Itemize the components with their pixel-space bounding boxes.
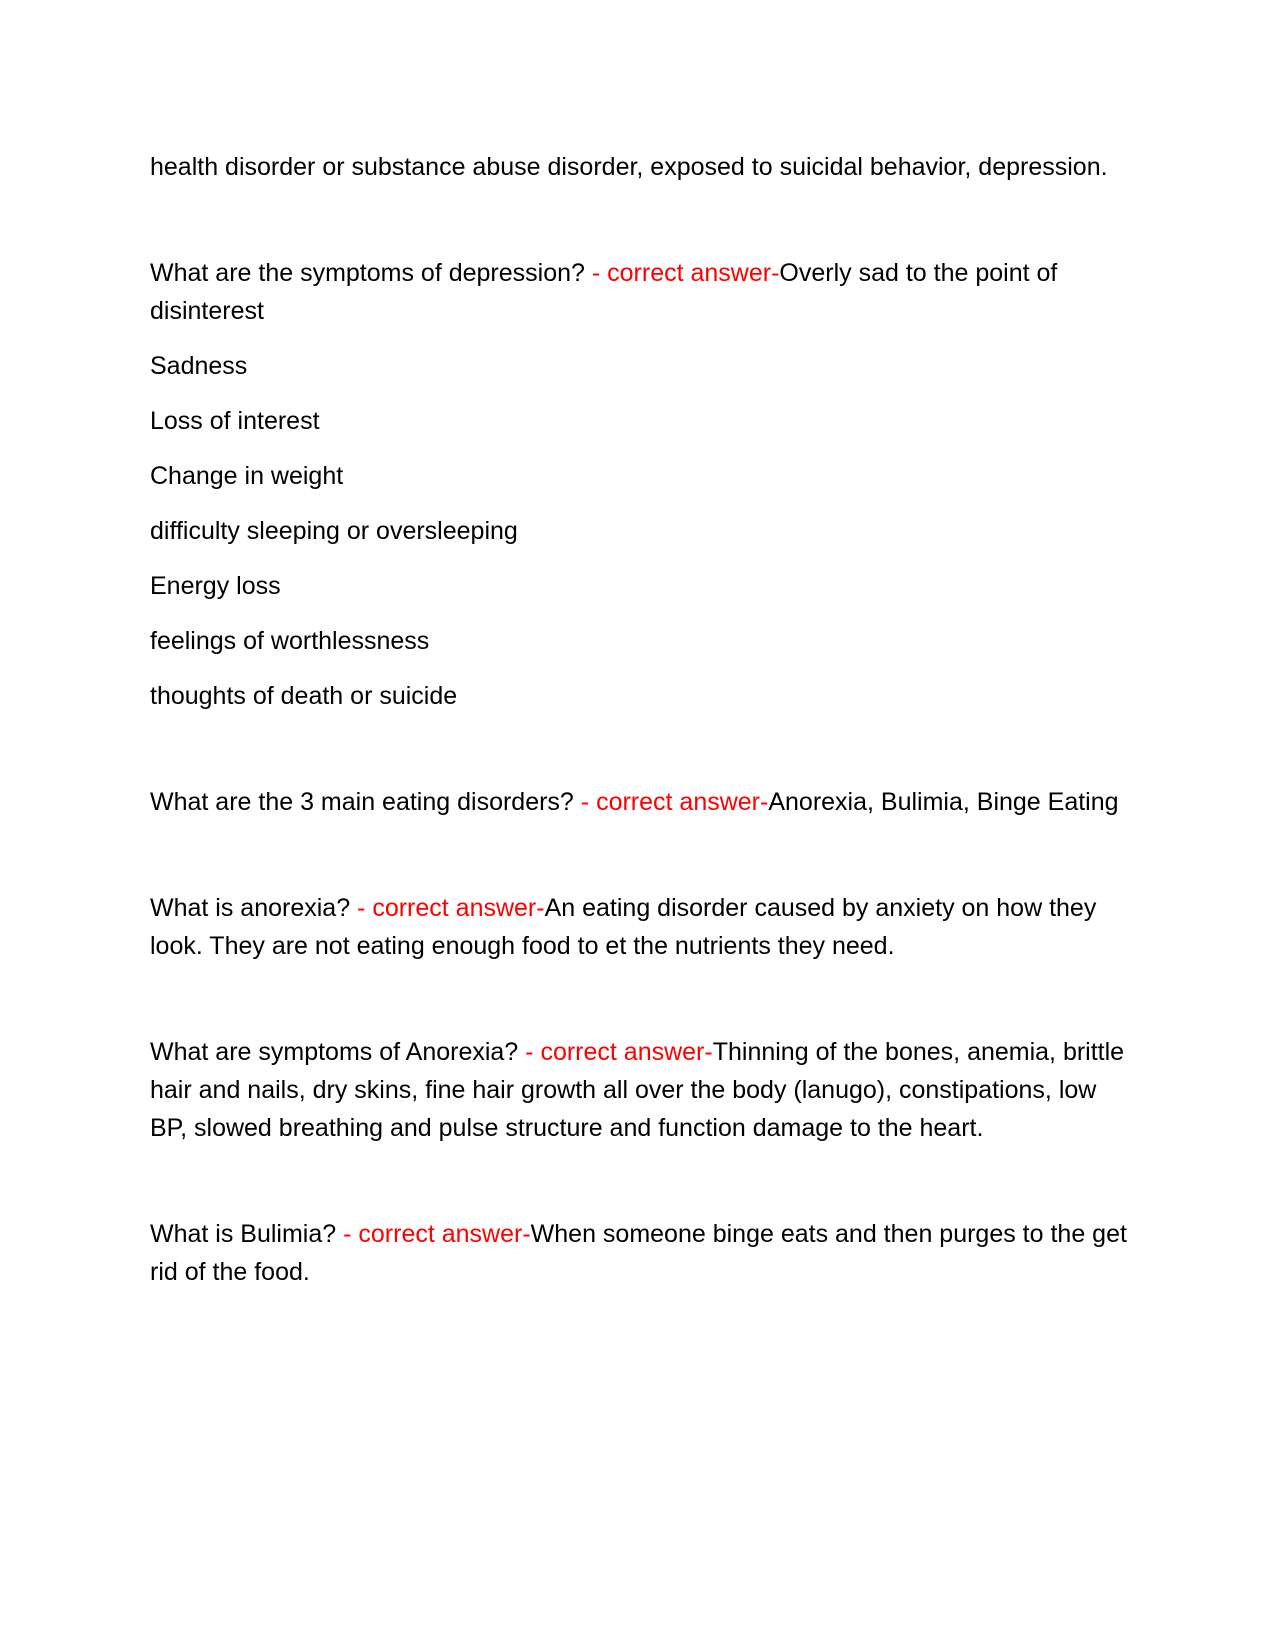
list-item: feelings of worthlessness <box>150 627 430 655</box>
spacer <box>150 495 1130 512</box>
answer-text: Overly sad to the point of disinterest <box>150 259 1058 325</box>
qa-item-depression-symptoms <box>150 254 1130 330</box>
answer-text: When someone binge eats and then purges to the get rid of the food. <box>150 1220 1127 1286</box>
intro-paragraph: health disorder or substance abuse disorder, exposed to suicidal behavior, depression. <box>150 153 1108 181</box>
spacer <box>150 440 1130 457</box>
spacer <box>150 660 1130 677</box>
answer-text: Thinning of the bones, anemia, brittle hair and nails, dry skins, fine hair growth all over the body (lanugo), constipations, low BP, slowed breathing and pulse structure and function damage to the heart. <box>150 1038 1125 1142</box>
answer-label: - correct answer- <box>343 1220 531 1248</box>
document-page <box>150 148 1130 1291</box>
qa-item-anorexia-symptoms <box>150 1033 1130 1147</box>
question-text: What are symptoms of Anorexia? <box>150 1038 526 1066</box>
answer-label: - correct answer- <box>580 788 769 816</box>
list-item: Sadness <box>150 352 248 380</box>
spacer <box>150 385 1130 402</box>
spacer <box>150 1147 1130 1215</box>
list-item: Change in weight <box>150 462 344 490</box>
question-text: What are the symptoms of depression? <box>150 259 592 287</box>
question-text: What are the 3 main eating disorders? <box>150 788 581 816</box>
qa-item-anorexia <box>150 889 1130 965</box>
answer-label: - correct answer- <box>525 1038 713 1066</box>
qa-item-bulimia <box>150 1215 1130 1291</box>
spacer <box>150 715 1130 783</box>
answer-label: - correct answer- <box>357 894 545 922</box>
spacer <box>150 550 1130 567</box>
list-item: difficulty sleeping or oversleeping <box>150 517 518 545</box>
spacer <box>150 330 1130 347</box>
question-text: What is Bulimia? <box>150 1220 344 1248</box>
spacer <box>150 821 1130 889</box>
spacer <box>150 965 1130 1033</box>
question-text: What is anorexia? <box>150 894 358 922</box>
answer-text: An eating disorder caused by anxiety on how they look. They are not eating enough food to et the nutrients they need. <box>150 894 1097 960</box>
list-item: Energy loss <box>150 572 281 600</box>
answer-text: Anorexia, Bulimia, Binge Eating <box>768 788 1119 816</box>
answer-label: - correct answer- <box>591 259 780 287</box>
list-item: Loss of interest <box>150 407 320 435</box>
list-item: thoughts of death or suicide <box>150 682 458 710</box>
spacer <box>150 186 1130 254</box>
qa-item-eating-disorders <box>150 783 1130 821</box>
spacer <box>150 605 1130 622</box>
